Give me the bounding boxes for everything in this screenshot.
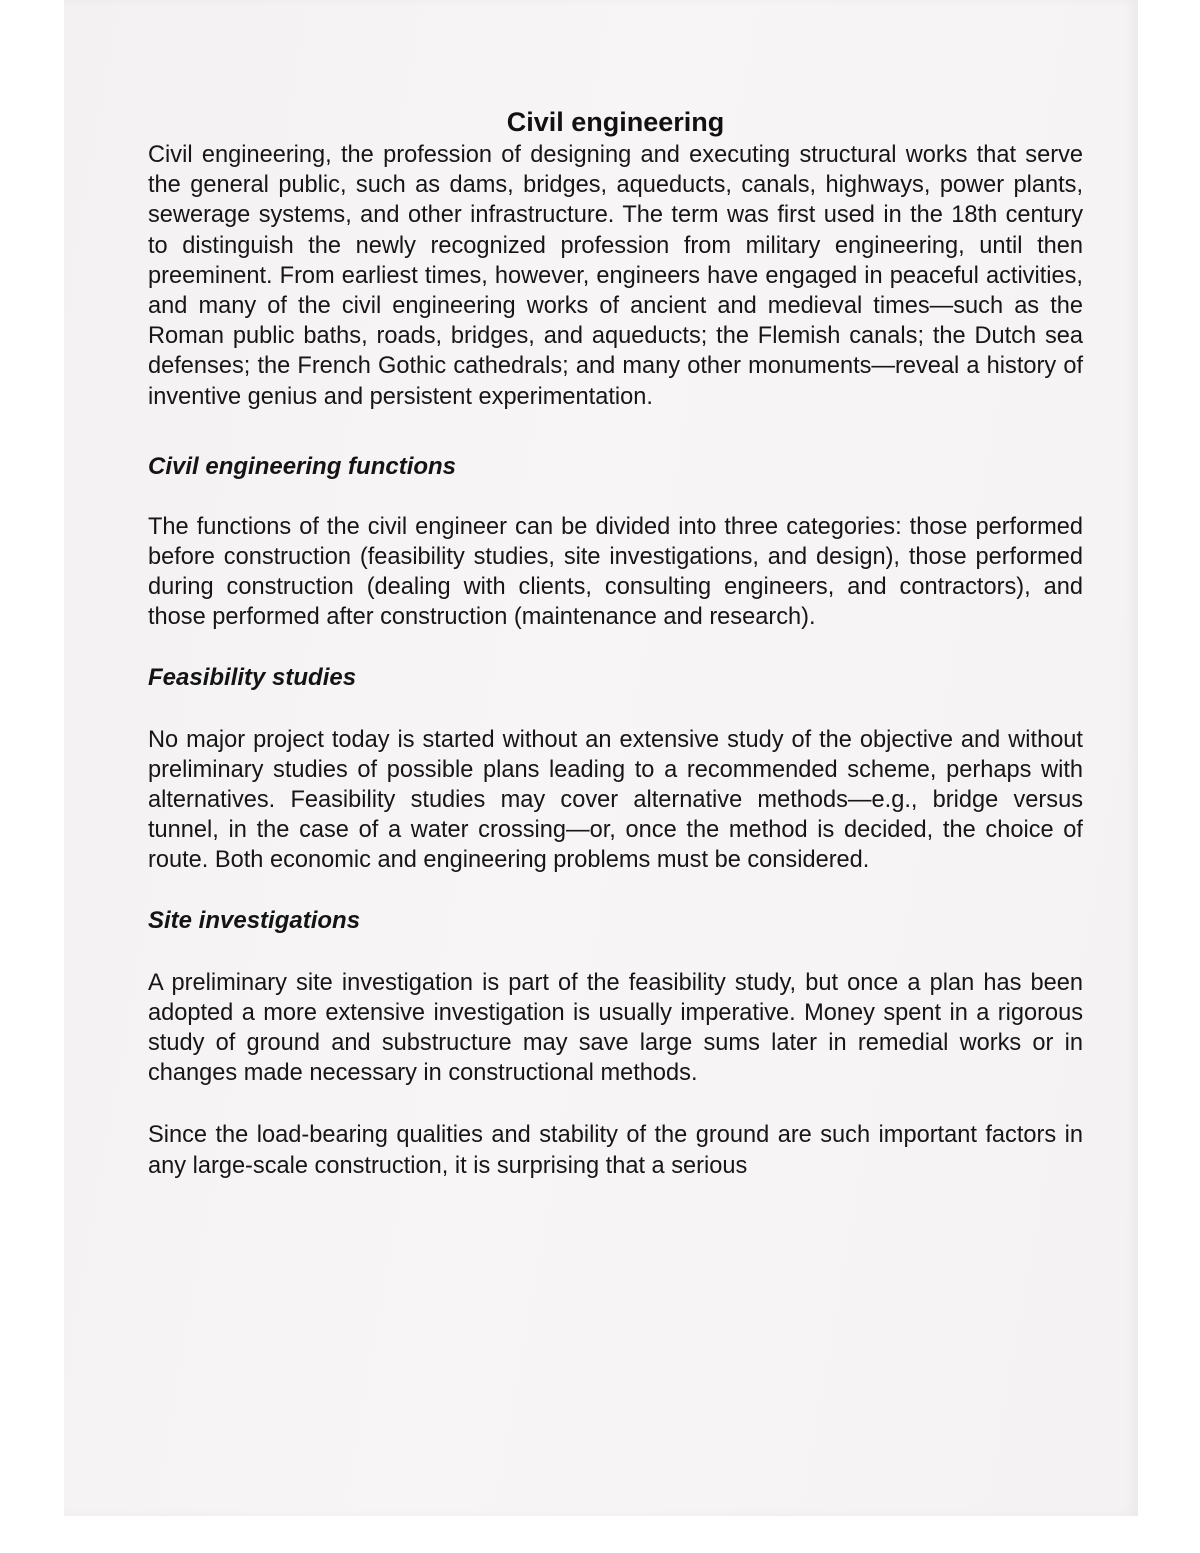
section-heading-site-investigations: Site investigations xyxy=(148,906,361,934)
site-investigations-paragraph-1: A preliminary site investigation is part of the feasibility study, but once a plan has been adopted a more extensive investigation is usually imperative. Money spent in a rigorous study of ground and substructure may save large sums later in remedial works or in changes made necessary in constructional methods. xyxy=(148,969,1083,1087)
document-body xyxy=(148,104,1083,1181)
intro-paragraph: Civil engineering, the profession of designing and executing structural works that serve the general public, such as dams, bridges, aqueducts, canals, highways, power plants, sewerage systems, and other infrastructure. The term was first used in the 18th century to distinguish the newly recognized profession from military engineering, until then preeminent. From earliest times, however, engineers have engaged in peaceful activities, and many of the civil engineering works of ancient and medieval times—such as the Roman public baths, roads, bridges, and aqueducts; the Flemish canals; the Dutch sea defenses; the French Gothic cathedrals; and many other monuments—reveal a history of inventive genius and persistent experimentation. xyxy=(148,142,1083,410)
site-investigations-paragraph-2: Since the load-bearing qualities and stability of the ground are such important factors in any large-scale construction, it is surprising that a serious xyxy=(148,1122,1083,1179)
functions-paragraph: The functions of the civil engineer can be divided into three categories: those performed before construction (feasibility studies, site investigations, and design), those performed during construction (dealing with clients, consulting engineers, and contractors), and those performed after construction (maintenance and research). xyxy=(148,513,1083,631)
section-heading-feasibility: Feasibility studies xyxy=(148,663,357,691)
feasibility-paragraph: No major project today is started without an extensive study of the objective and without preliminary studies of possible plans leading to a recommended scheme, perhaps with alternatives. Feasibility studies may cover alternative methods—e.g., bridge versus tunnel, in the case of a water crossing—or, once the method is decided, the choice of route. Both economic and engineering problems must be considered. xyxy=(148,726,1083,874)
page-title: Civil engineering xyxy=(506,107,725,137)
section-heading-functions: Civil engineering functions xyxy=(148,452,457,480)
